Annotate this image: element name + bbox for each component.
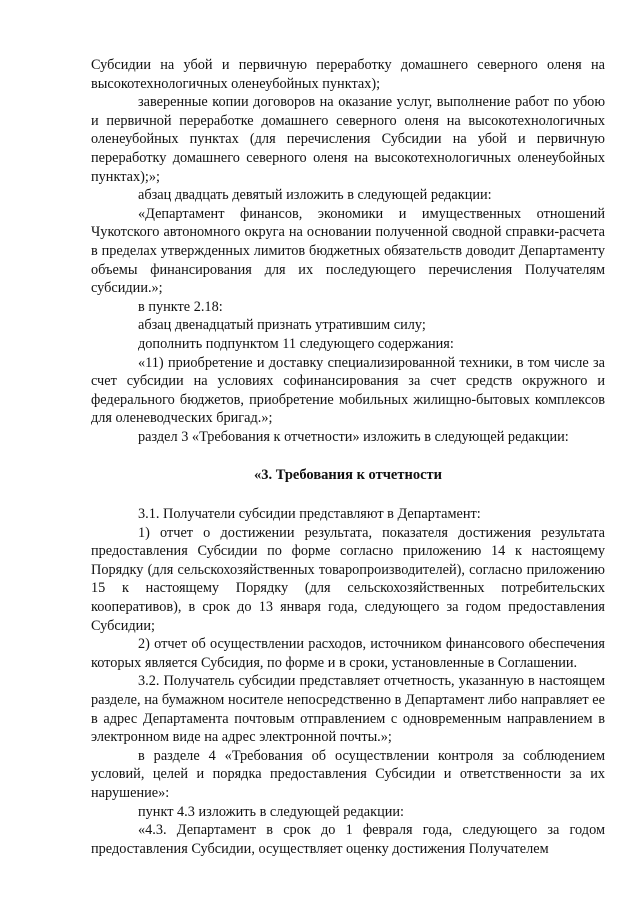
paragraph-3-1: 3.1. Получатели субсидии представляют в Департамент: <box>138 506 481 523</box>
paragraph-subsidy-continuation: Субсидии на убой и первичную переработку домашнего северного оленя на высокотехнологичных оленеубойных пунктах); <box>91 57 605 92</box>
paragraph-add-subpoint-11: дополнить подпунктом 11 следующего содержания: <box>138 335 454 352</box>
paragraph-contract-copies: заверенные копии договоров на оказание услуг, выполнение работ по убою и первичной переработке домашнего северного оленя на высокотехнологичных оленеубойных пунктах (для перечисления Субсидии на убой и первичную переработку домашнего северного оленя на высокотехнологичных оленеубойных пунктах);»; <box>91 94 605 185</box>
paragraph-point-2-18: в пункте 2.18: <box>138 298 223 315</box>
paragraph-section-3-intro: раздел 3 «Требования к отчетности» изложить в следующей редакции: <box>138 428 569 445</box>
paragraph-section-4: в разделе 4 «Требования об осуществлении контроля за соблюдением условий, целей и порядка предоставления Субсидии и ответственности за их нарушение»: <box>91 747 605 801</box>
paragraph-abzac-12: абзац двенадцатый признать утратившим силу; <box>138 317 426 334</box>
paragraph-point-4-3: пункт 4.3 изложить в следующей редакции: <box>138 803 405 820</box>
paragraph-4-3-text: «4.3. Департамент в срок до 1 февраля года, следующего за годом предоставления Субсидии, осуществляет оценку достижения Получателем <box>91 822 605 857</box>
paragraph-finance-department: «Департамент финансов, экономики и имущественных отношений Чукотского автономного округа на основании полученной сводной справки-расчета в пределах утвержденных лимитов бюджетных обязательств доводит Департаменту объемы финансирования для их последующего перечисления Получателям субсидии.»; <box>91 205 605 297</box>
section-3-heading: «3. Требования к отчетности <box>254 467 442 484</box>
paragraph-subpoint-11: «11) приобретение и доставку специализированной техники, в том числе за счет субсидии на условиях софинансирования за счет средств окружного и федерального бюджетов, приобретение мобильных жилищно-бытовых комплексов для оленеводческих бригад.»; <box>91 354 605 427</box>
paragraph-3-1-item-1: 1) отчет о достижении результата, показателя достижения результата предоставления Субсидии по форме согласно приложению 14 к настоящему Порядку (для сельскохозяйственных товаропроизводителей), согласно приложению 15 к настоящему Порядку (для сельскохозяйственных потребительских кооперативов), в срок до 13 января года, следующего за годом предоставления Субсидии; <box>91 524 605 634</box>
paragraph-3-1-item-2: 2) отчет об осуществлении расходов, источником финансового обеспечения которых является Субсидия, по форме и в сроки, установленные в Соглашении. <box>91 636 605 671</box>
paragraph-3-2: 3.2. Получатель субсидии представляет отчетность, указанную в настоящем разделе, на бумажном носителе непосредственно в Департамент либо направляет ее в адрес Департамента почтовым отправлением с одновременным направлением в электронном виде на адрес электронной почты.»; <box>91 673 605 746</box>
paragraph-abzac-29: абзац двадцать девятый изложить в следующей редакции: <box>138 187 492 204</box>
document-page <box>91 56 605 858</box>
